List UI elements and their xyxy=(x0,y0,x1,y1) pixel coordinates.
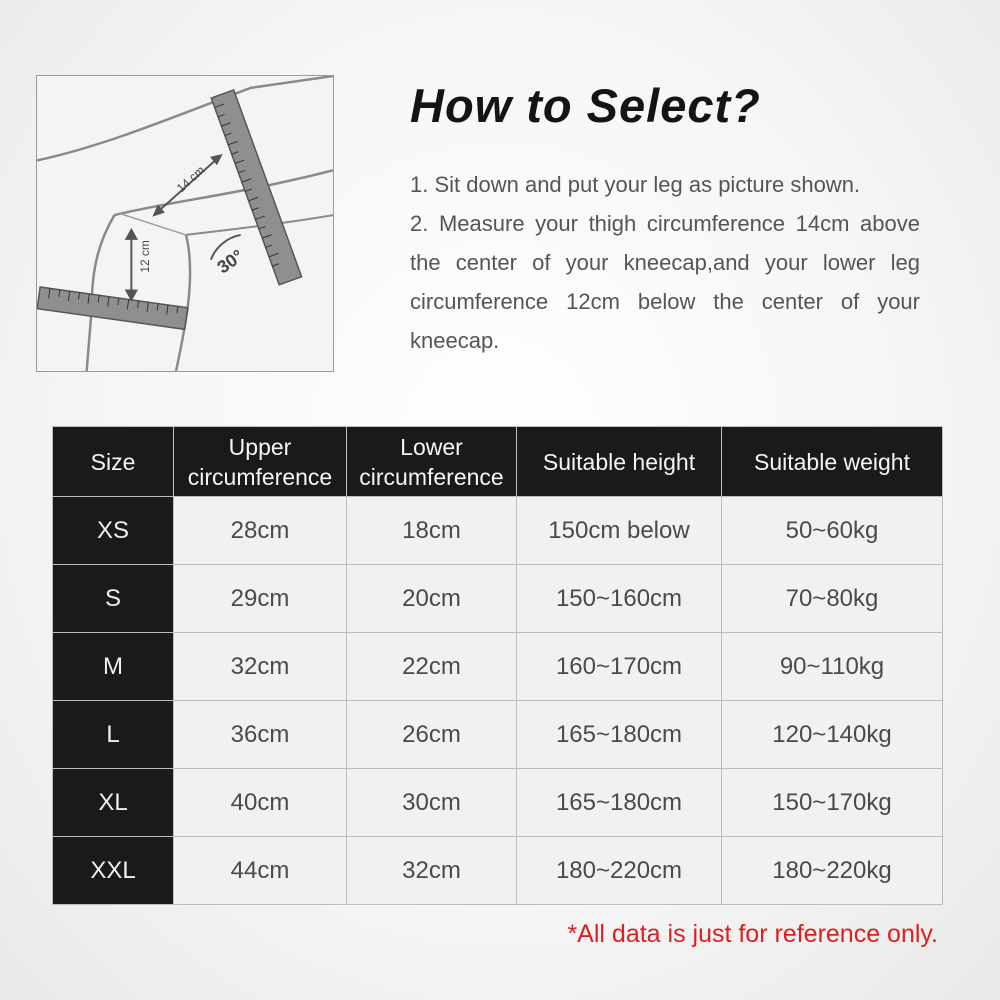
lower-cell: 30cm xyxy=(347,769,517,837)
table-row xyxy=(53,701,943,769)
table-header-row xyxy=(53,427,943,497)
lower-cell: 22cm xyxy=(347,633,517,701)
upper-measure-label: 14 cm xyxy=(173,162,208,196)
size-cell: S xyxy=(53,565,174,633)
instruction-step-1: 1. Sit down and put your leg as picture shown. xyxy=(410,172,861,197)
table-row xyxy=(53,837,943,905)
table-row xyxy=(53,497,943,565)
header-upper-circumference xyxy=(174,427,347,497)
weight-cell: 180~220kg xyxy=(722,837,943,905)
height-cell: 180~220cm xyxy=(517,837,722,905)
upper-cell: 36cm xyxy=(174,701,347,769)
size-cell: XS xyxy=(53,497,174,565)
height-cell: 165~180cm xyxy=(517,701,722,769)
height-cell: 150~160cm xyxy=(517,565,722,633)
height-cell: 165~180cm xyxy=(517,769,722,837)
upper-cell: 32cm xyxy=(174,633,347,701)
knee-measurement-illustration xyxy=(36,75,334,372)
lower-measure-label: 12 cm xyxy=(138,240,153,273)
header-upper-line2: circumference xyxy=(187,463,333,490)
size-cell: XL xyxy=(53,769,174,837)
upper-cell: 44cm xyxy=(174,837,347,905)
page-title: How to Select? xyxy=(410,79,761,132)
header-suitable-height: Suitable height xyxy=(517,427,722,497)
angle-label: 30° xyxy=(213,245,248,278)
header-lower-line2: circumference xyxy=(359,463,504,490)
upper-cell: 29cm xyxy=(174,565,347,633)
upper-cell: 28cm xyxy=(174,497,347,565)
weight-cell: 150~170kg xyxy=(722,769,943,837)
header-lower-circumference xyxy=(347,427,517,497)
instruction-step-2: 2. Measure your thigh circumference 14cm above the center of your kneecap,and your lower leg circumference 12cm below the center of your kneecap. xyxy=(410,211,920,353)
lower-cell: 20cm xyxy=(347,565,517,633)
header-suitable-weight: Suitable weight xyxy=(722,427,943,497)
header-lower-line1: Lower xyxy=(400,433,463,460)
height-cell: 150cm below xyxy=(517,497,722,565)
height-cell: 160~170cm xyxy=(517,633,722,701)
weight-cell: 120~140kg xyxy=(722,701,943,769)
lower-cell: 26cm xyxy=(347,701,517,769)
calf-tape xyxy=(37,287,188,329)
weight-cell: 90~110kg xyxy=(722,633,943,701)
reference-footnote: *All data is just for reference only. xyxy=(567,920,938,948)
size-chart-table xyxy=(52,426,943,905)
lower-cell: 32cm xyxy=(347,837,517,905)
knee-diagram xyxy=(37,76,333,371)
table-row xyxy=(53,565,943,633)
header-size: Size xyxy=(53,427,174,497)
upper-cell: 40cm xyxy=(174,769,347,837)
weight-cell: 50~60kg xyxy=(722,497,943,565)
instructions xyxy=(410,165,920,360)
table-row xyxy=(53,769,943,837)
table-row xyxy=(53,633,943,701)
size-cell: XXL xyxy=(53,837,174,905)
size-cell: L xyxy=(53,701,174,769)
lower-cell: 18cm xyxy=(347,497,517,565)
header-upper-line1: Upper xyxy=(228,433,292,460)
weight-cell: 70~80kg xyxy=(722,565,943,633)
size-cell: M xyxy=(53,633,174,701)
